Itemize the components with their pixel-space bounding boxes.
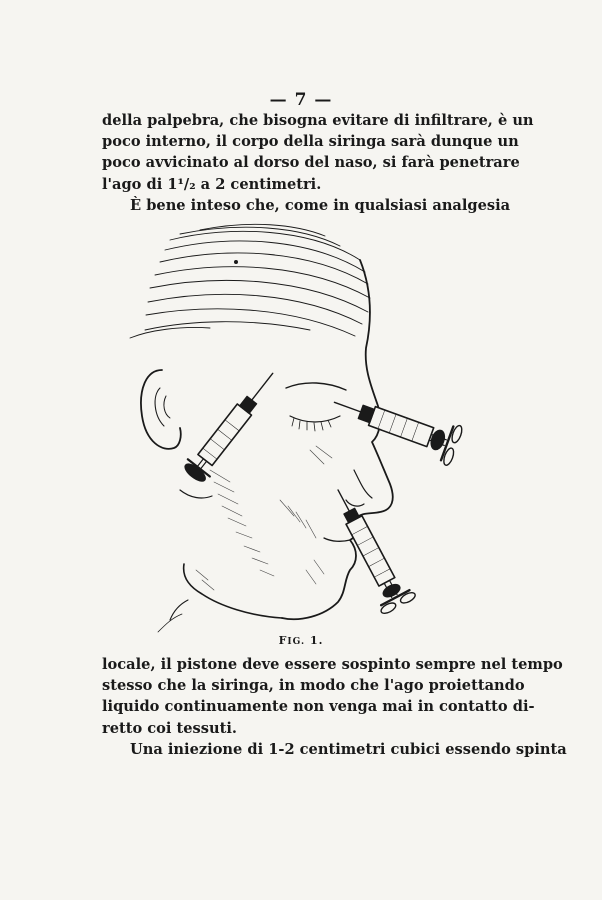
syringe-left-icon [181,365,284,485]
text-line: locale, il pistone deve essere sospinto sempre nel tempo [102,656,563,673]
text-line: È bene inteso che, come in qualsiasi analgesia [130,196,511,214]
text-line: poco interno, il corpo della siringa sarà dunque un [102,133,519,151]
text-line: retto coi tessuti. [102,719,237,737]
text-line: stesso che la siringa, in modo che l'ago proiettando [102,677,525,695]
paragraph-top [102,110,534,216]
figure-caption: FIG. 1. [278,634,324,647]
page-number: — 7 — [269,90,333,110]
text-line: Una iniezione di 1-2 centimetri cubici essendo spinta [130,740,567,758]
text-line: l'ago di 1¹/₂ a 2 centimetri. [102,175,322,193]
face-with-syringes-illustration [110,220,490,640]
hair-strokes [130,224,370,338]
syringe-nose-icon [321,481,417,615]
text-line: della palpebra, che bisogna evitare di infiltrare, è un [102,112,534,129]
paragraph-bottom [102,654,567,760]
syringe-eye-icon [327,383,464,467]
text-line: poco avvicinato al dorso del naso, si farà penetrare [102,154,520,172]
text-line: liquido continuamente non venga mai in contatto di- [102,698,535,716]
